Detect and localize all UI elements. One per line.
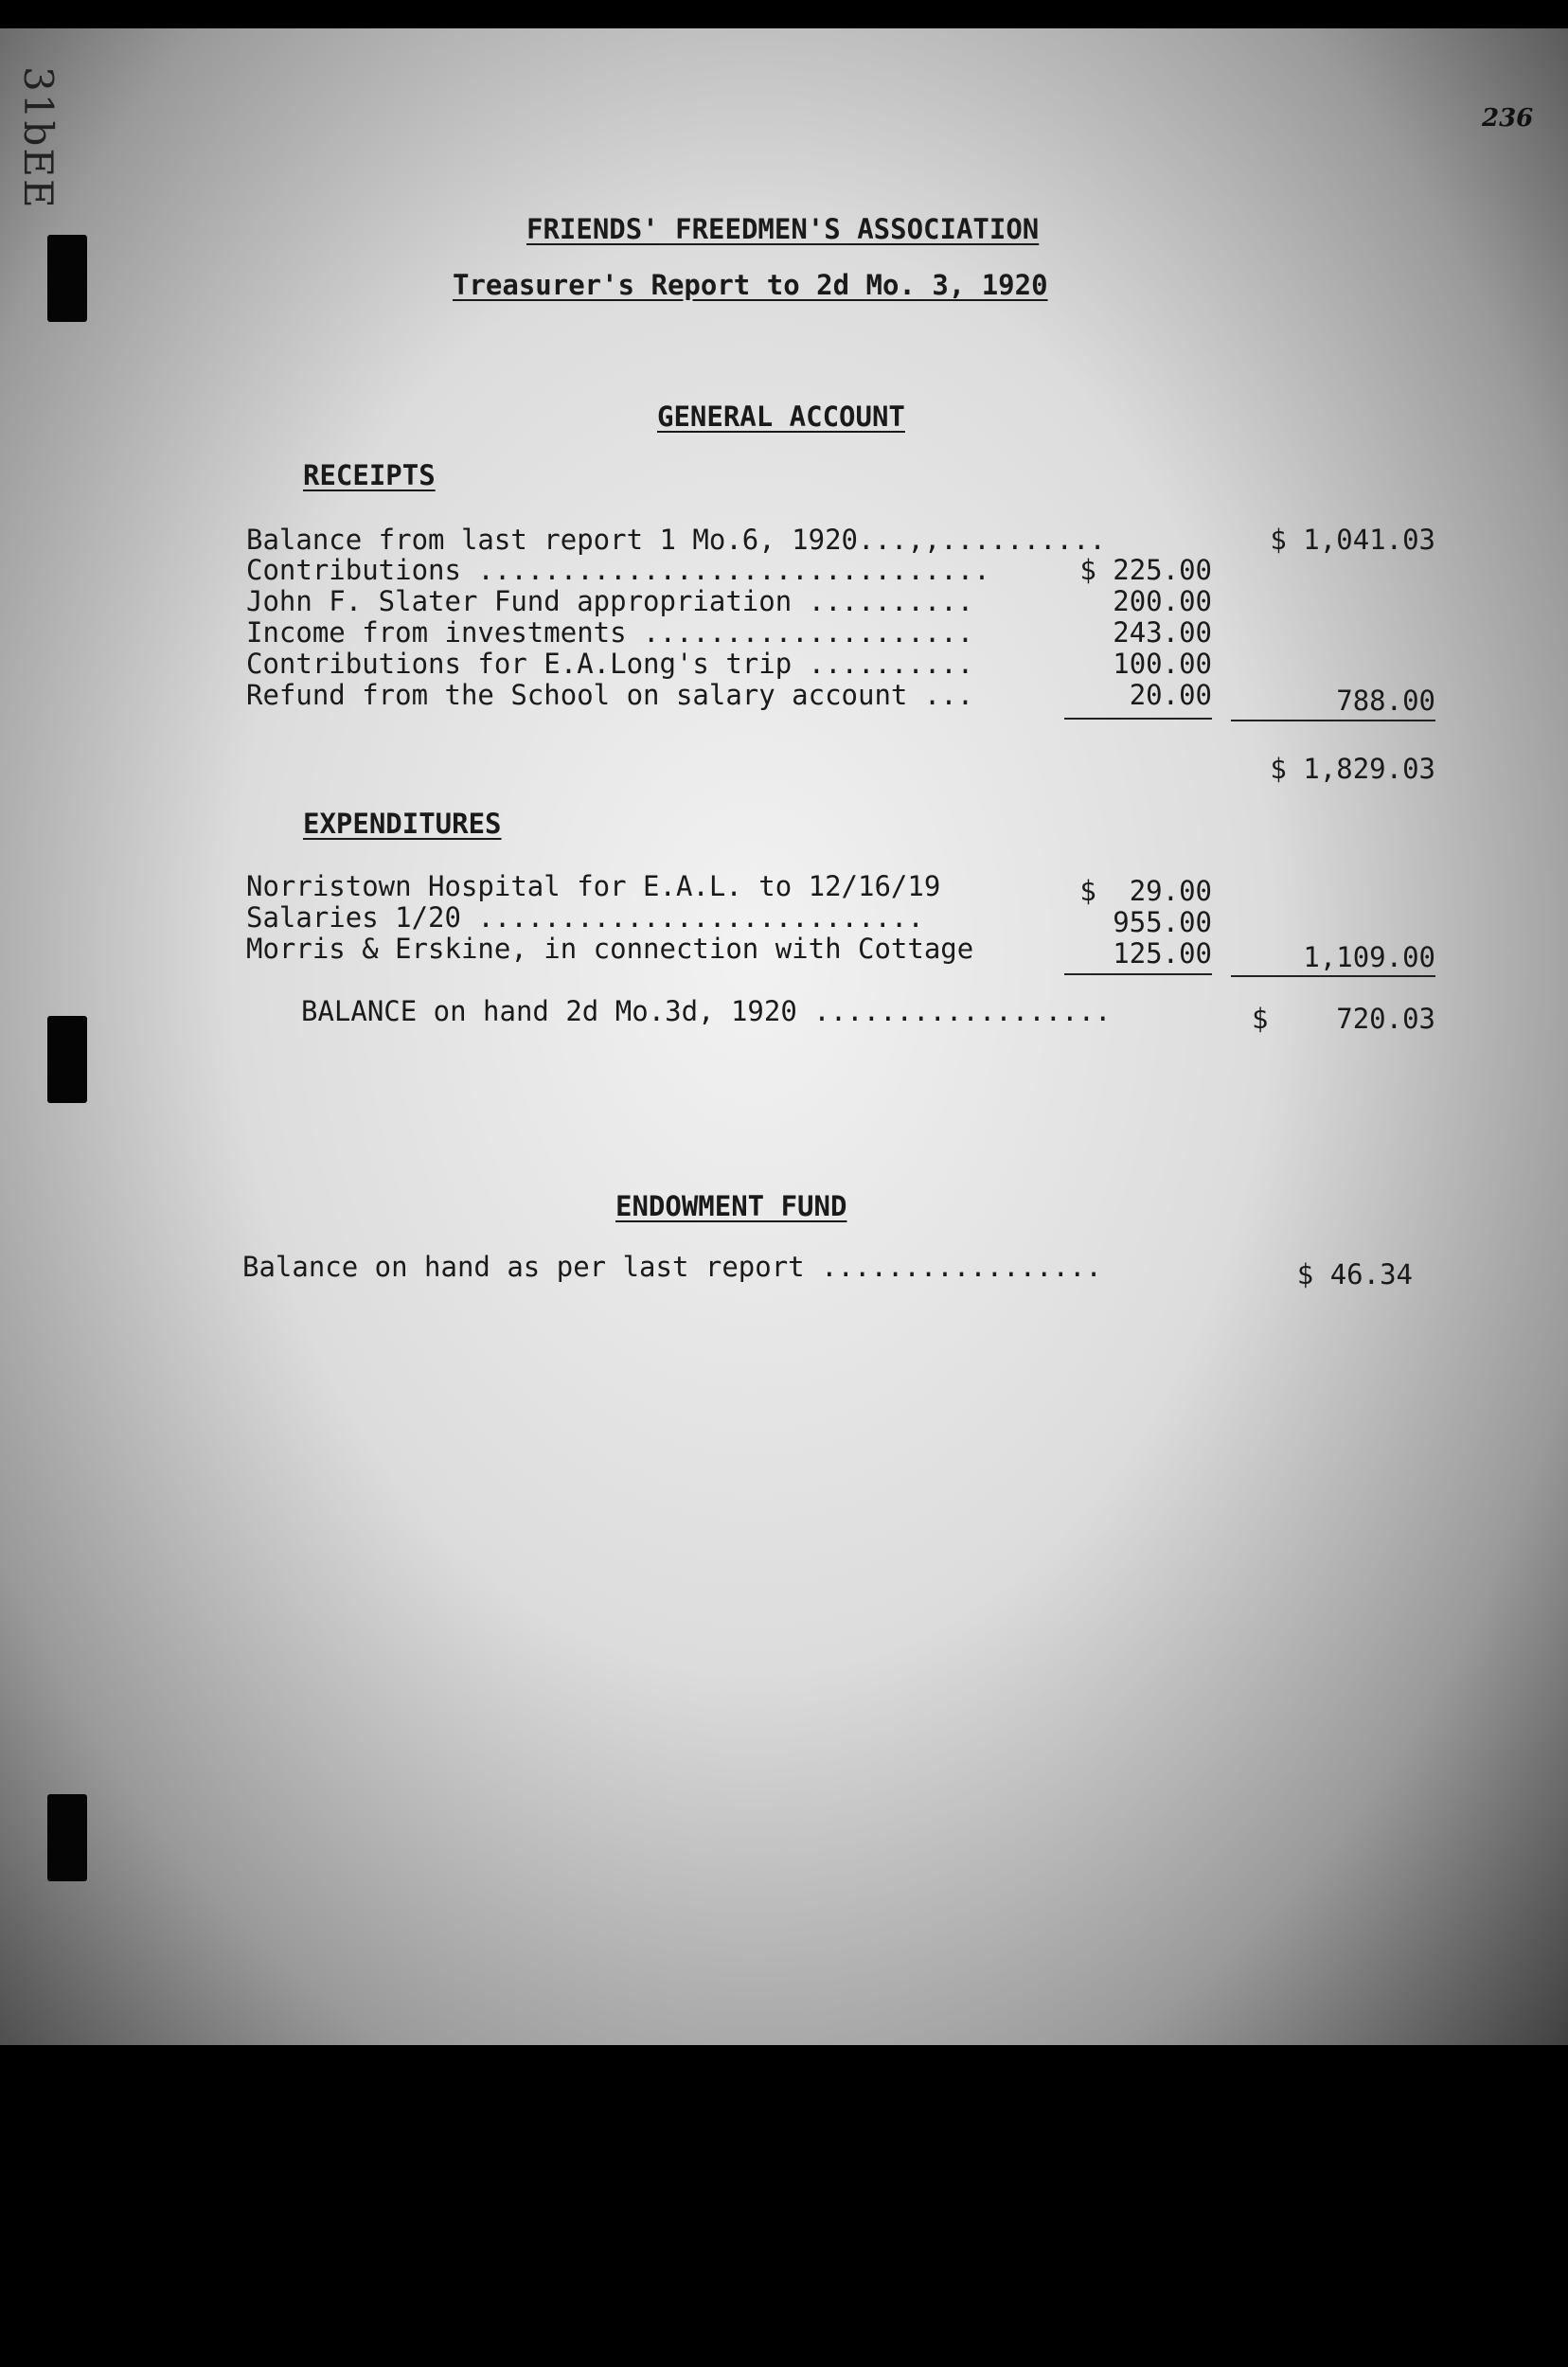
receipt-item-label: Contributions ...............................: [246, 554, 990, 586]
expenditure-item-amount: $ 29.00: [1079, 875, 1212, 907]
binder-hole: [47, 1794, 87, 1881]
endowment-fund-heading: ENDOWMENT FUND: [615, 1190, 847, 1222]
expenditure-item-amount: 955.00: [1113, 906, 1212, 938]
receipt-item-amount: 200.00: [1113, 585, 1212, 617]
receipt-item-label: Income from investments ....................: [246, 616, 974, 649]
expenditure-item-amount: 125.00: [1113, 937, 1212, 970]
document-page: [0, 28, 1568, 2083]
endowment-balance-label: Balance on hand as per last report .................: [242, 1251, 1102, 1283]
receipt-item-label: Contributions for E.A.Long's trip ..........: [246, 648, 974, 680]
receipt-item-label: John F. Slater Fund appropriation ..........: [246, 585, 974, 617]
binder-hole: [47, 235, 87, 322]
balance-from-last-report-amount: $ 1,041.03: [1270, 524, 1435, 556]
report-subtitle: Treasurer's Report to 2d Mo. 3, 1920: [453, 269, 1048, 301]
organization-title: FRIENDS' FREEDMEN'S ASSOCIATION: [526, 213, 1040, 245]
endowment-balance-amount: $ 46.34: [1296, 1258, 1413, 1290]
expenditures-heading: EXPENDITURES: [303, 808, 502, 840]
balance-from-last-report-label: Balance from last report 1 Mo.6, 1920...,,..........: [246, 524, 1106, 556]
page-number: 236: [1482, 104, 1534, 133]
general-account-heading: GENERAL ACCOUNT: [657, 400, 905, 433]
expenditure-item-label: Salaries 1/20 ...........................: [246, 901, 924, 934]
subtotal-rule: [1231, 720, 1435, 721]
balance-on-hand-amount: 720.03: [1336, 1003, 1435, 1035]
edge-mark: 31bEE: [15, 66, 62, 210]
bottom-border: [0, 2045, 1568, 2367]
receipts-subtotal: 788.00: [1336, 685, 1435, 717]
receipts-heading: RECEIPTS: [303, 459, 436, 491]
receipts-grand-total: $ 1,829.03: [1270, 753, 1435, 785]
subtotal-rule: [1064, 718, 1212, 720]
balance-on-hand-dollar: $: [1252, 1003, 1269, 1035]
receipt-item-label: Refund from the School on salary account ...: [246, 679, 974, 711]
subtotal-rule: [1231, 975, 1435, 977]
expenditure-item-label: Morris & Erskine, in connection with Cottage: [246, 933, 974, 965]
receipt-item-amount: 20.00: [1129, 679, 1212, 711]
subtotal-rule: [1064, 973, 1212, 975]
receipt-item-amount: 243.00: [1113, 616, 1212, 649]
expenditures-total: 1,109.00: [1303, 941, 1435, 973]
receipt-item-amount: 100.00: [1113, 648, 1212, 680]
balance-on-hand-label: BALANCE on hand 2d Mo.3d, 1920 ..................: [301, 995, 1112, 1027]
receipt-item-amount: $ 225.00: [1079, 554, 1212, 586]
expenditure-item-label: Norristown Hospital for E.A.L. to 12/16/19: [246, 870, 941, 902]
binder-hole: [47, 1016, 87, 1103]
